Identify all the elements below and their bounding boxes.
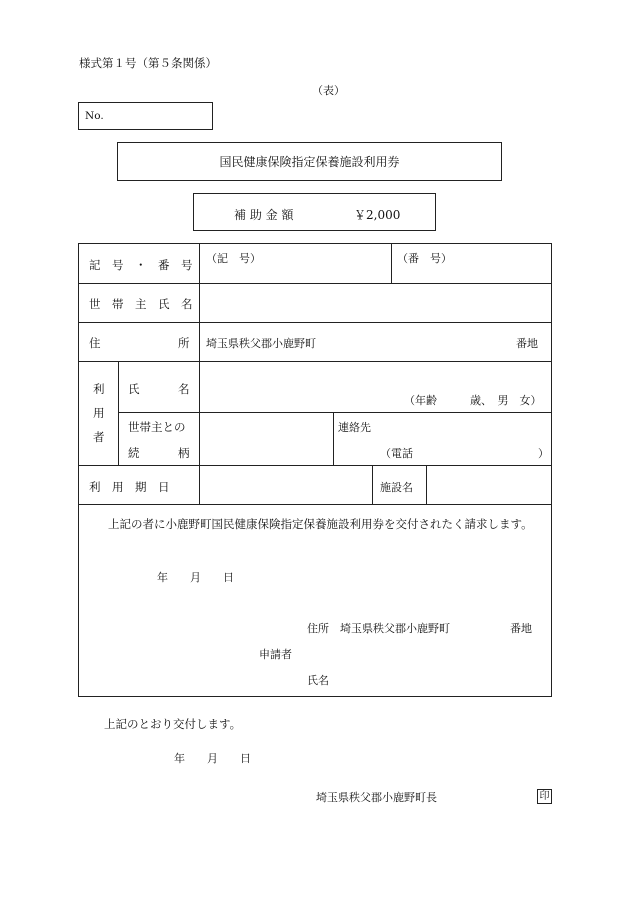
symbol-number-label: 記 号 ・ 番 号 [89, 258, 193, 272]
applicant-label: 申請者 [259, 648, 292, 661]
user-char-1: 利 [93, 382, 105, 396]
subsidy-amount: ￥2,000 [354, 208, 401, 222]
document-title [117, 142, 502, 181]
number-cell-label: （番 号） [397, 252, 452, 265]
symbol-cell-label: （記 号） [206, 252, 261, 265]
address-suffix: 番地 [516, 337, 538, 350]
address-label-left: 住 [89, 336, 101, 350]
relation-label-line2-left: 続 [128, 446, 140, 460]
subsidy-label: 補 助 金 額 [234, 208, 294, 222]
issuer-name: 埼玉県秩父郡小鹿野町長 [316, 791, 437, 804]
form-number: 様式第１号（第５条関係） [79, 56, 217, 70]
issuance-date: 年 月 日 [174, 752, 251, 765]
user-char-2: 用 [93, 406, 105, 420]
number-box [78, 102, 213, 130]
usage-period-label: 利 用 期 日 [89, 480, 170, 494]
issuance-statement: 上記のとおり交付します。 [104, 717, 242, 731]
householder-name-label: 世 帯 主 氏 名 [89, 297, 193, 311]
user-name-label-left: 氏 [128, 382, 140, 396]
no-label: No. [85, 110, 104, 122]
relation-label-line2-right: 柄 [178, 446, 190, 460]
request-statement: 上記の者に小鹿野町国民健康保険指定保養施設利用券を交付されたく請求します。 [108, 517, 533, 531]
applicant-address-label: 住所 埼玉県秩父郡小鹿野町 [307, 622, 450, 635]
subsidy-box [193, 193, 436, 231]
age-gender-field: （年齢 歳、 男 女） [404, 394, 542, 407]
seal-label: 印 [539, 790, 550, 802]
front-label: （表） [312, 84, 345, 97]
user-char-3: 者 [93, 430, 105, 444]
address-label-right: 所 [178, 336, 190, 350]
relation-label-line1: 世帯主との [128, 420, 186, 434]
facility-name-label: 施設名 [380, 481, 413, 494]
applicant-address-suffix: 番地 [510, 622, 532, 635]
user-name-label-right: 名 [178, 382, 190, 396]
seal-mark [537, 789, 552, 804]
address-value: 埼玉県秩父郡小鹿野町 [206, 337, 316, 350]
phone-close: ） [538, 447, 549, 460]
applicant-name-label: 氏名 [307, 674, 329, 687]
request-date: 年 月 日 [157, 571, 234, 584]
contact-label: 連絡先 [338, 421, 371, 434]
document-title-text: 国民健康保険指定保養施設利用券 [219, 155, 400, 169]
phone-open: （電話 [380, 447, 413, 460]
